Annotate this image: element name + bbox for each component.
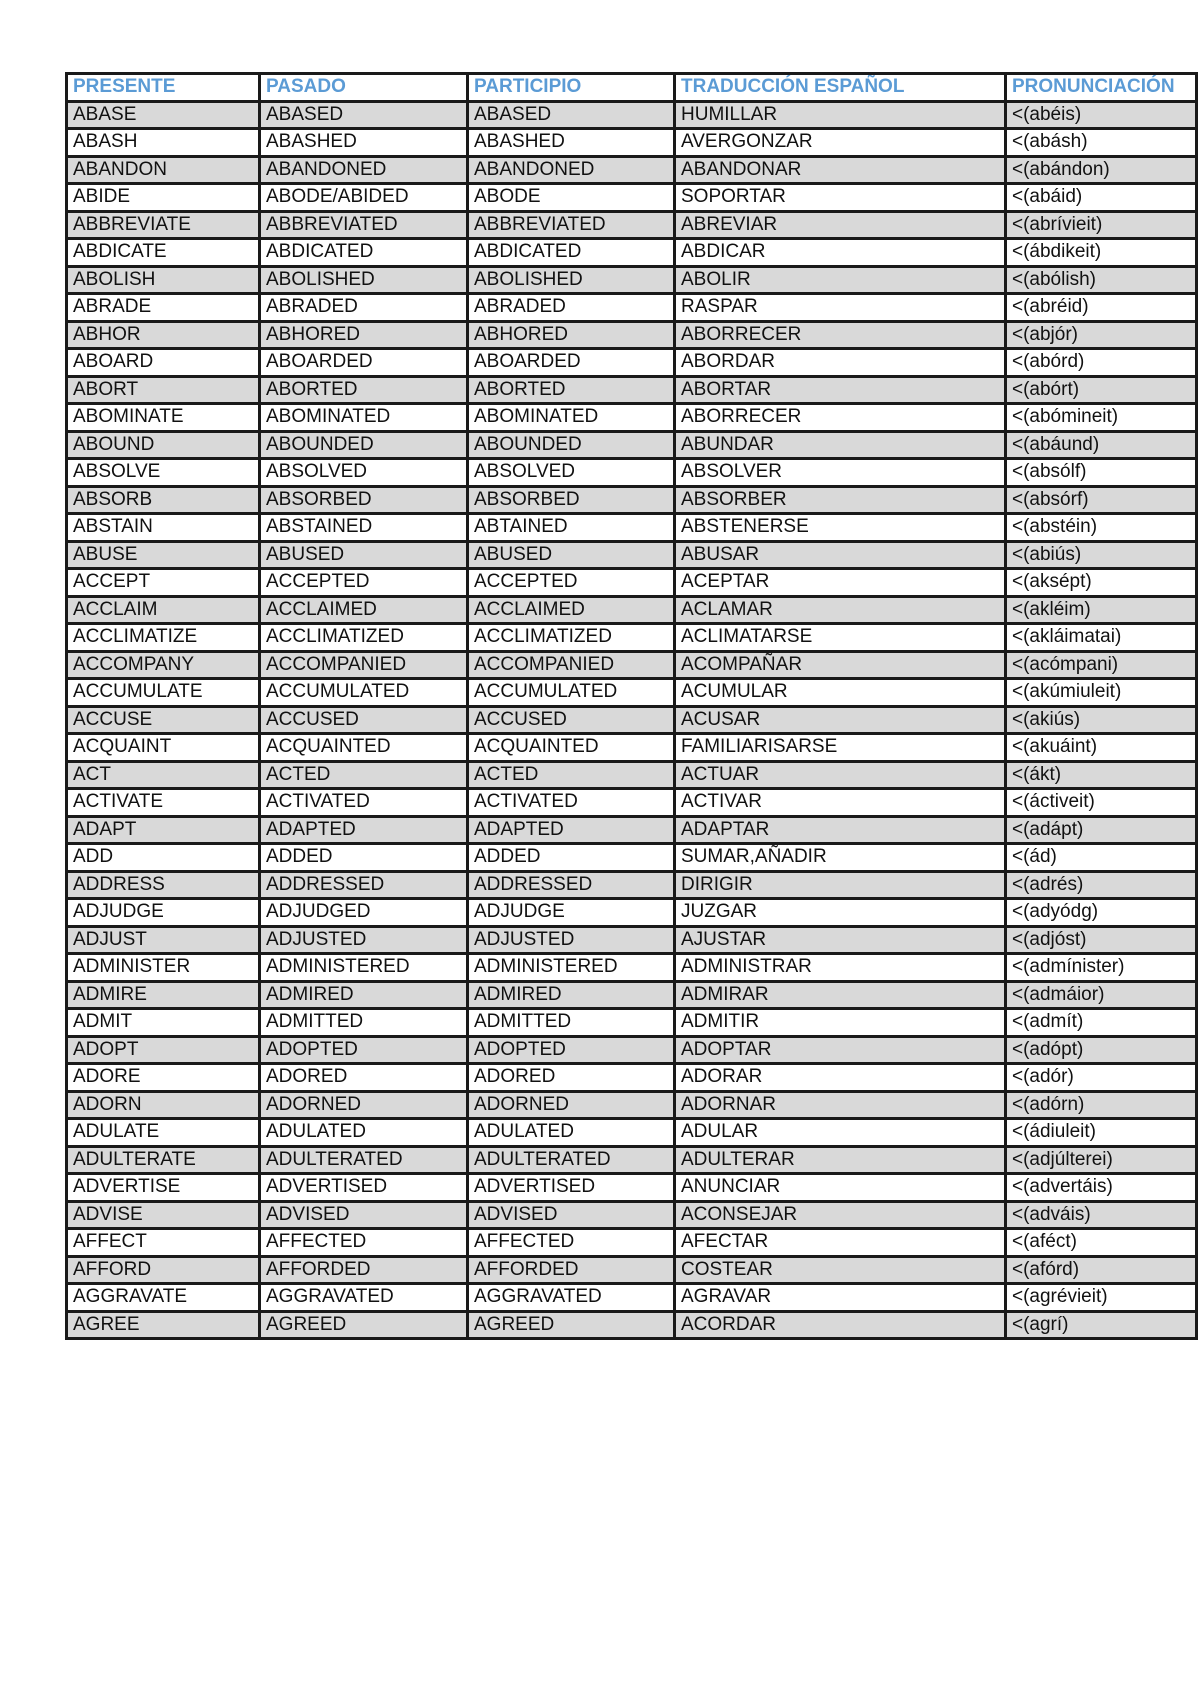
- cell-participio: ADJUSTED: [468, 926, 675, 954]
- cell-presente: ADJUST: [67, 926, 260, 954]
- cell-pasado: ADOPTED: [260, 1036, 468, 1064]
- table-row: [67, 1064, 1197, 1092]
- cell-presente: ADOPT: [67, 1036, 260, 1064]
- cell-pronunciacion: <(abréid): [1006, 294, 1197, 322]
- table-row: [67, 569, 1197, 597]
- cell-presente: ACCLIMATIZE: [67, 624, 260, 652]
- cell-pronunciacion: <(agrévieit): [1006, 1284, 1197, 1312]
- cell-pronunciacion: <(abórd): [1006, 349, 1197, 377]
- cell-pasado: ADVERTISED: [260, 1174, 468, 1202]
- cell-participio: ACCOMPANIED: [468, 651, 675, 679]
- cell-participio: ABUSED: [468, 541, 675, 569]
- cell-participio: ABSORBED: [468, 486, 675, 514]
- cell-participio: AFFECTED: [468, 1229, 675, 1257]
- cell-traduccion: ACOMPAÑAR: [675, 651, 1006, 679]
- cell-pronunciacion: <(abómineit): [1006, 404, 1197, 432]
- cell-pronunciacion: <(ád): [1006, 844, 1197, 872]
- cell-participio: ABBREVIATED: [468, 211, 675, 239]
- cell-pasado: ACTIVATED: [260, 789, 468, 817]
- cell-presente: ACCLAIM: [67, 596, 260, 624]
- table-row: [67, 514, 1197, 542]
- table-body: [67, 101, 1197, 1339]
- cell-traduccion: ABANDONAR: [675, 156, 1006, 184]
- cell-participio: ADULATED: [468, 1119, 675, 1147]
- cell-pasado: ACCLIMATIZED: [260, 624, 468, 652]
- cell-pronunciacion: <(abásh): [1006, 129, 1197, 157]
- cell-presente: ACTIVATE: [67, 789, 260, 817]
- cell-participio: ADULTERATED: [468, 1146, 675, 1174]
- table-row: [67, 404, 1197, 432]
- cell-traduccion: ABORRECER: [675, 321, 1006, 349]
- cell-pasado: ABOLISHED: [260, 266, 468, 294]
- cell-pronunciacion: <(ádiuleit): [1006, 1119, 1197, 1147]
- cell-pronunciacion: <(acómpani): [1006, 651, 1197, 679]
- cell-presente: ADULTERATE: [67, 1146, 260, 1174]
- cell-pronunciacion: <(admít): [1006, 1009, 1197, 1037]
- cell-traduccion: COSTEAR: [675, 1256, 1006, 1284]
- cell-participio: AGGRAVATED: [468, 1284, 675, 1312]
- cell-traduccion: ABSORBER: [675, 486, 1006, 514]
- table-row: [67, 184, 1197, 212]
- cell-participio: ABOARDED: [468, 349, 675, 377]
- cell-presente: ADORN: [67, 1091, 260, 1119]
- table-row: [67, 211, 1197, 239]
- table-row: [67, 789, 1197, 817]
- table-row: [67, 926, 1197, 954]
- cell-traduccion: AFECTAR: [675, 1229, 1006, 1257]
- header-traduccion: TRADUCCIÓN ESPAÑOL: [675, 74, 1006, 102]
- cell-pronunciacion: <(abjór): [1006, 321, 1197, 349]
- cell-traduccion: SUMAR,AÑADIR: [675, 844, 1006, 872]
- cell-presente: ABASE: [67, 101, 260, 129]
- cell-presente: ABOARD: [67, 349, 260, 377]
- cell-participio: ADORNED: [468, 1091, 675, 1119]
- cell-traduccion: ACTUAR: [675, 761, 1006, 789]
- cell-presente: AFFECT: [67, 1229, 260, 1257]
- cell-participio: ADJUDGE: [468, 899, 675, 927]
- cell-pronunciacion: <(akuáint): [1006, 734, 1197, 762]
- cell-pasado: ADAPTED: [260, 816, 468, 844]
- cell-presente: ADMIT: [67, 1009, 260, 1037]
- cell-pronunciacion: <(adrés): [1006, 871, 1197, 899]
- cell-pasado: AFFECTED: [260, 1229, 468, 1257]
- cell-presente: ADJUDGE: [67, 899, 260, 927]
- table-row: [67, 844, 1197, 872]
- table-row: [67, 431, 1197, 459]
- cell-traduccion: ADORAR: [675, 1064, 1006, 1092]
- cell-presente: ABSTAIN: [67, 514, 260, 542]
- cell-presente: ACCOMPANY: [67, 651, 260, 679]
- cell-pasado: ACCEPTED: [260, 569, 468, 597]
- cell-presente: ABOUND: [67, 431, 260, 459]
- cell-participio: ABASHED: [468, 129, 675, 157]
- cell-participio: ABHORED: [468, 321, 675, 349]
- cell-participio: ADORED: [468, 1064, 675, 1092]
- table-row: [67, 734, 1197, 762]
- table-row: [67, 651, 1197, 679]
- table-row: [67, 761, 1197, 789]
- cell-pasado: ADDRESSED: [260, 871, 468, 899]
- cell-presente: ABSORB: [67, 486, 260, 514]
- cell-participio: ACQUAINTED: [468, 734, 675, 762]
- table-row: [67, 981, 1197, 1009]
- cell-pasado: ADDED: [260, 844, 468, 872]
- table-row: [67, 1311, 1197, 1339]
- table-row: [67, 1091, 1197, 1119]
- table-row: [67, 1174, 1197, 1202]
- cell-pronunciacion: <(abiús): [1006, 541, 1197, 569]
- cell-traduccion: ABDICAR: [675, 239, 1006, 267]
- table-row: [67, 541, 1197, 569]
- cell-pronunciacion: <(abáid): [1006, 184, 1197, 212]
- cell-pasado: AGREED: [260, 1311, 468, 1339]
- cell-pronunciacion: <(adápt): [1006, 816, 1197, 844]
- table-row: [67, 1119, 1197, 1147]
- cell-traduccion: ADMIRAR: [675, 981, 1006, 1009]
- cell-pronunciacion: <(akléim): [1006, 596, 1197, 624]
- cell-participio: ADMIRED: [468, 981, 675, 1009]
- cell-traduccion: ABUSAR: [675, 541, 1006, 569]
- cell-presente: ADVISE: [67, 1201, 260, 1229]
- cell-pronunciacion: <(adjúlterei): [1006, 1146, 1197, 1174]
- cell-pasado: ACCLAIMED: [260, 596, 468, 624]
- cell-pronunciacion: <(abéis): [1006, 101, 1197, 129]
- cell-pasado: ABOMINATED: [260, 404, 468, 432]
- cell-presente: ACCUMULATE: [67, 679, 260, 707]
- cell-participio: ABSOLVED: [468, 459, 675, 487]
- cell-traduccion: ACUMULAR: [675, 679, 1006, 707]
- cell-traduccion: ADAPTAR: [675, 816, 1006, 844]
- cell-pasado: ADMIRED: [260, 981, 468, 1009]
- header-participio: PARTICIPIO: [468, 74, 675, 102]
- cell-traduccion: ADOPTAR: [675, 1036, 1006, 1064]
- table-row: [67, 596, 1197, 624]
- cell-traduccion: ACUSAR: [675, 706, 1006, 734]
- cell-presente: ACCUSE: [67, 706, 260, 734]
- cell-traduccion: ACONSEJAR: [675, 1201, 1006, 1229]
- cell-presente: ABHOR: [67, 321, 260, 349]
- cell-traduccion: ADMINISTRAR: [675, 954, 1006, 982]
- cell-traduccion: ANUNCIAR: [675, 1174, 1006, 1202]
- cell-pronunciacion: <(adórn): [1006, 1091, 1197, 1119]
- cell-traduccion: ABSOLVER: [675, 459, 1006, 487]
- cell-presente: ACCEPT: [67, 569, 260, 597]
- cell-traduccion: ADULTERAR: [675, 1146, 1006, 1174]
- cell-pasado: ADVISED: [260, 1201, 468, 1229]
- cell-pronunciacion: <(afórd): [1006, 1256, 1197, 1284]
- cell-participio: ABOUNDED: [468, 431, 675, 459]
- cell-participio: ABOLISHED: [468, 266, 675, 294]
- cell-traduccion: ABSTENERSE: [675, 514, 1006, 542]
- table-row: [67, 1229, 1197, 1257]
- cell-participio: ACCLAIMED: [468, 596, 675, 624]
- table-row: [67, 1256, 1197, 1284]
- table-row: [67, 156, 1197, 184]
- cell-pasado: AGGRAVATED: [260, 1284, 468, 1312]
- cell-traduccion: HUMILLAR: [675, 101, 1006, 129]
- cell-pronunciacion: <(adór): [1006, 1064, 1197, 1092]
- cell-pasado: ACTED: [260, 761, 468, 789]
- cell-pasado: ABODE/ABIDED: [260, 184, 468, 212]
- cell-pasado: ADJUDGED: [260, 899, 468, 927]
- table-row: [67, 101, 1197, 129]
- cell-presente: ABIDE: [67, 184, 260, 212]
- cell-traduccion: ACLAMAR: [675, 596, 1006, 624]
- cell-traduccion: ADORNAR: [675, 1091, 1006, 1119]
- cell-presente: ABBREVIATE: [67, 211, 260, 239]
- table-row: [67, 486, 1197, 514]
- cell-pronunciacion: <(áctiveit): [1006, 789, 1197, 817]
- cell-presente: ABDICATE: [67, 239, 260, 267]
- cell-pronunciacion: <(ákt): [1006, 761, 1197, 789]
- table-row: [67, 1201, 1197, 1229]
- cell-pasado: ABSORBED: [260, 486, 468, 514]
- cell-traduccion: ADULAR: [675, 1119, 1006, 1147]
- cell-pasado: ADORED: [260, 1064, 468, 1092]
- table-row: [67, 266, 1197, 294]
- cell-presente: ABORT: [67, 376, 260, 404]
- cell-pasado: ADULATED: [260, 1119, 468, 1147]
- cell-pronunciacion: <(adópt): [1006, 1036, 1197, 1064]
- cell-presente: ABSOLVE: [67, 459, 260, 487]
- table-row: [67, 871, 1197, 899]
- cell-participio: ADVISED: [468, 1201, 675, 1229]
- cell-pasado: ABBREVIATED: [260, 211, 468, 239]
- header-pasado: PASADO: [260, 74, 468, 102]
- cell-participio: ADMINISTERED: [468, 954, 675, 982]
- cell-pronunciacion: <(admínister): [1006, 954, 1197, 982]
- table-row: [67, 899, 1197, 927]
- cell-traduccion: AVERGONZAR: [675, 129, 1006, 157]
- cell-participio: ABRADED: [468, 294, 675, 322]
- cell-traduccion: ADMITIR: [675, 1009, 1006, 1037]
- cell-traduccion: DIRIGIR: [675, 871, 1006, 899]
- cell-participio: ADDRESSED: [468, 871, 675, 899]
- cell-presente: ADD: [67, 844, 260, 872]
- table-row: [67, 1036, 1197, 1064]
- cell-participio: ABASED: [468, 101, 675, 129]
- cell-participio: ACTIVATED: [468, 789, 675, 817]
- cell-presente: ADVERTISE: [67, 1174, 260, 1202]
- cell-participio: ABANDONED: [468, 156, 675, 184]
- table-header-row: [67, 74, 1197, 102]
- cell-pasado: ACCUSED: [260, 706, 468, 734]
- cell-presente: ADDRESS: [67, 871, 260, 899]
- cell-pronunciacion: <(adyódg): [1006, 899, 1197, 927]
- cell-pronunciacion: <(akúmiuleit): [1006, 679, 1197, 707]
- cell-pasado: ABUSED: [260, 541, 468, 569]
- cell-presente: ABRADE: [67, 294, 260, 322]
- cell-participio: ABOMINATED: [468, 404, 675, 432]
- table-row: [67, 459, 1197, 487]
- cell-participio: AFFORDED: [468, 1256, 675, 1284]
- cell-participio: ACCLIMATIZED: [468, 624, 675, 652]
- cell-pronunciacion: <(adjóst): [1006, 926, 1197, 954]
- cell-pasado: ADORNED: [260, 1091, 468, 1119]
- header-pronunciacion: PRONUNCIACIÓN: [1006, 74, 1197, 102]
- cell-presente: ADAPT: [67, 816, 260, 844]
- cell-pasado: ACCUMULATED: [260, 679, 468, 707]
- table-row: [67, 816, 1197, 844]
- cell-pronunciacion: <(abólish): [1006, 266, 1197, 294]
- cell-participio: ADVERTISED: [468, 1174, 675, 1202]
- cell-participio: AGREED: [468, 1311, 675, 1339]
- table-row: [67, 1284, 1197, 1312]
- cell-pronunciacion: <(aksépt): [1006, 569, 1197, 597]
- cell-traduccion: ABREVIAR: [675, 211, 1006, 239]
- cell-pasado: ABASED: [260, 101, 468, 129]
- cell-presente: ADORE: [67, 1064, 260, 1092]
- cell-presente: AFFORD: [67, 1256, 260, 1284]
- cell-traduccion: ACTIVAR: [675, 789, 1006, 817]
- cell-pronunciacion: <(abrívieit): [1006, 211, 1197, 239]
- cell-presente: ADULATE: [67, 1119, 260, 1147]
- table-row: [67, 954, 1197, 982]
- cell-pasado: ADMINISTERED: [260, 954, 468, 982]
- table-row: [67, 624, 1197, 652]
- cell-participio: ADMITTED: [468, 1009, 675, 1037]
- cell-presente: ABOLISH: [67, 266, 260, 294]
- cell-pasado: ADJUSTED: [260, 926, 468, 954]
- cell-participio: ADDED: [468, 844, 675, 872]
- cell-pronunciacion: <(abórt): [1006, 376, 1197, 404]
- cell-traduccion: ABORRECER: [675, 404, 1006, 432]
- cell-traduccion: FAMILIARISARSE: [675, 734, 1006, 762]
- table-row: [67, 1009, 1197, 1037]
- cell-pronunciacion: <(akiús): [1006, 706, 1197, 734]
- cell-pasado: ABANDONED: [260, 156, 468, 184]
- cell-pasado: AFFORDED: [260, 1256, 468, 1284]
- cell-traduccion: ACLIMATARSE: [675, 624, 1006, 652]
- cell-participio: ADOPTED: [468, 1036, 675, 1064]
- cell-presente: AGREE: [67, 1311, 260, 1339]
- cell-presente: ADMIRE: [67, 981, 260, 1009]
- cell-traduccion: RASPAR: [675, 294, 1006, 322]
- table-row: [67, 679, 1197, 707]
- cell-pronunciacion: <(absólf): [1006, 459, 1197, 487]
- table-row: [67, 376, 1197, 404]
- cell-pasado: ABRADED: [260, 294, 468, 322]
- cell-participio: ABODE: [468, 184, 675, 212]
- cell-pronunciacion: <(absórf): [1006, 486, 1197, 514]
- cell-pasado: ACCOMPANIED: [260, 651, 468, 679]
- cell-traduccion: AGRAVAR: [675, 1284, 1006, 1312]
- cell-presente: ADMINISTER: [67, 954, 260, 982]
- cell-pronunciacion: <(admáior): [1006, 981, 1197, 1009]
- cell-pasado: ADMITTED: [260, 1009, 468, 1037]
- cell-pronunciacion: <(abáund): [1006, 431, 1197, 459]
- cell-participio: ACCUMULATED: [468, 679, 675, 707]
- cell-traduccion: ABOLIR: [675, 266, 1006, 294]
- cell-participio: ACCUSED: [468, 706, 675, 734]
- cell-pasado: ABORTED: [260, 376, 468, 404]
- irregular-verbs-table: [65, 72, 1198, 1340]
- cell-pasado: ABDICATED: [260, 239, 468, 267]
- cell-presente: AGGRAVATE: [67, 1284, 260, 1312]
- cell-participio: ABTAINED: [468, 514, 675, 542]
- cell-traduccion: ACORDAR: [675, 1311, 1006, 1339]
- cell-pronunciacion: <(abándon): [1006, 156, 1197, 184]
- table-row: [67, 349, 1197, 377]
- cell-participio: ACCEPTED: [468, 569, 675, 597]
- cell-participio: ABORTED: [468, 376, 675, 404]
- cell-pasado: ABSTAINED: [260, 514, 468, 542]
- cell-traduccion: AJUSTAR: [675, 926, 1006, 954]
- cell-pronunciacion: <(abstéin): [1006, 514, 1197, 542]
- cell-pronunciacion: <(aféct): [1006, 1229, 1197, 1257]
- cell-pronunciacion: <(adváis): [1006, 1201, 1197, 1229]
- cell-presente: ACT: [67, 761, 260, 789]
- cell-traduccion: ABORDAR: [675, 349, 1006, 377]
- cell-pasado: ACQUAINTED: [260, 734, 468, 762]
- cell-pasado: ABASHED: [260, 129, 468, 157]
- cell-traduccion: JUZGAR: [675, 899, 1006, 927]
- cell-presente: ACQUAINT: [67, 734, 260, 762]
- cell-traduccion: ABORTAR: [675, 376, 1006, 404]
- cell-presente: ABASH: [67, 129, 260, 157]
- cell-pronunciacion: <(advertáis): [1006, 1174, 1197, 1202]
- cell-presente: ABOMINATE: [67, 404, 260, 432]
- table-row: [67, 321, 1197, 349]
- table-row: [67, 294, 1197, 322]
- cell-pasado: ABOUNDED: [260, 431, 468, 459]
- cell-pasado: ABOARDED: [260, 349, 468, 377]
- cell-participio: ACTED: [468, 761, 675, 789]
- cell-traduccion: ACEPTAR: [675, 569, 1006, 597]
- header-presente: PRESENTE: [67, 74, 260, 102]
- cell-traduccion: SOPORTAR: [675, 184, 1006, 212]
- cell-presente: ABANDON: [67, 156, 260, 184]
- cell-traduccion: ABUNDAR: [675, 431, 1006, 459]
- cell-pronunciacion: <(ábdikeit): [1006, 239, 1197, 267]
- cell-pronunciacion: <(agrí): [1006, 1311, 1197, 1339]
- cell-pasado: ABSOLVED: [260, 459, 468, 487]
- cell-pasado: ABHORED: [260, 321, 468, 349]
- table-row: [67, 129, 1197, 157]
- cell-pasado: ADULTERATED: [260, 1146, 468, 1174]
- table-row: [67, 239, 1197, 267]
- cell-presente: ABUSE: [67, 541, 260, 569]
- table-row: [67, 1146, 1197, 1174]
- cell-participio: ADAPTED: [468, 816, 675, 844]
- cell-participio: ABDICATED: [468, 239, 675, 267]
- cell-pronunciacion: <(akláimatai): [1006, 624, 1197, 652]
- table-row: [67, 706, 1197, 734]
